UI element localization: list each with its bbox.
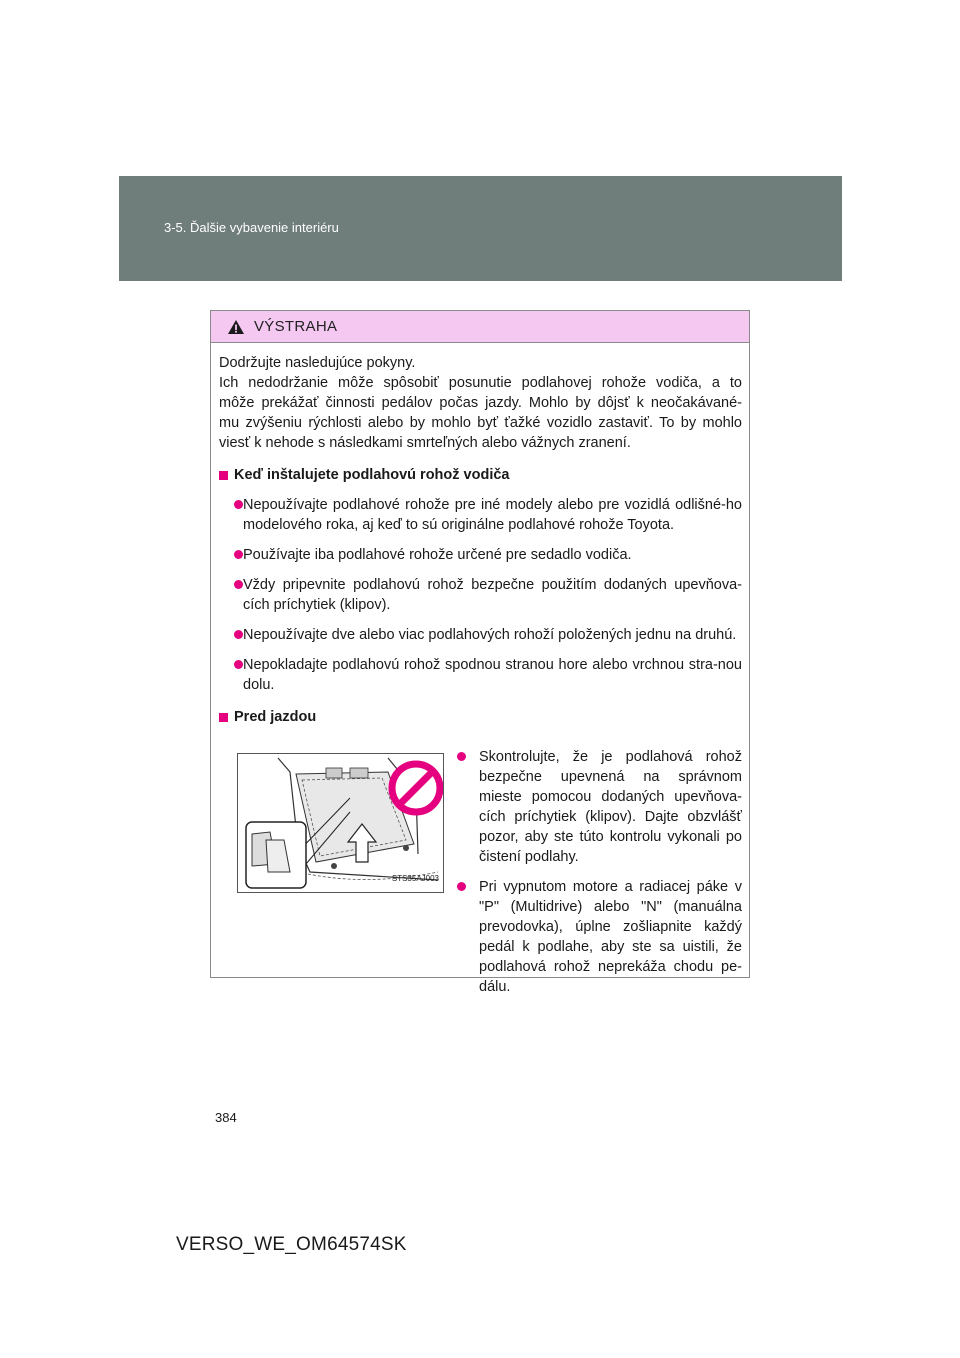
section-header-band: [119, 176, 842, 281]
section-heading-before-driving: [219, 707, 742, 727]
list-item-text: Pri vypnutom motore a radiacej páke v "P" (Multidrive) alebo "N" (manuálna prevodovka), úplne zošliapnite každý pedál k podlahe, aby ste sa uistili, že podlahová rohož neprekáža chodu pe-dálu.: [479, 879, 742, 995]
list-item: [455, 877, 742, 997]
intro-line: Ich nedodržanie môže spôsobiť posunutie podlahovej rohože vodiča, a to: [219, 375, 742, 391]
list-item: [219, 575, 742, 615]
section-heading-installation: [219, 465, 742, 485]
before-driving-content: [219, 735, 742, 997]
list-item: [219, 495, 742, 535]
list-item: [219, 625, 742, 645]
warning-title: VÝSTRAHA: [254, 318, 338, 335]
before-driving-list: [455, 735, 742, 997]
square-bullet-icon: [219, 713, 228, 722]
warning-header: [211, 311, 749, 343]
section-heading-text: Keď inštalujete podlahovú rohož vodiča: [234, 467, 510, 483]
list-item-text: Nepokladajte podlahovú rohož spodnou stranou hore alebo vrchnou stra-nou dolu.: [243, 657, 742, 693]
list-item: [219, 655, 742, 695]
bullet-dot-icon: [234, 550, 243, 559]
warning-triangle-icon: [227, 319, 245, 335]
section-title: 3-5. Ďalšie vybavenie interiéru: [164, 220, 339, 235]
list-item-text: Vždy pripevnite podlahovú rohož bezpečne použitím dodaných upevňova-cích príchytiek (klipov).: [243, 577, 742, 613]
bullet-dot-icon: [457, 882, 466, 891]
floor-mat-illustration: [237, 753, 444, 893]
page-number: 384: [215, 1110, 237, 1125]
intro-line: viesť k nehode s následkami smrteľných alebo vážnych zranení.: [219, 435, 631, 451]
intro-line: mu zvýšeniu rýchlosti alebo by mohlo byť ťažké vozidlo zastaviť. To by mohlo: [219, 415, 742, 431]
bullet-dot-icon: [234, 660, 243, 669]
list-item: [455, 747, 742, 867]
warning-intro: [219, 353, 742, 453]
warning-box: [210, 310, 750, 995]
intro-line: Dodržujte nasledujúce pokyny.: [219, 355, 416, 371]
list-item-text: Nepoužívajte dve alebo viac podlahových rohoží položených jednu na druhú.: [243, 627, 737, 643]
warning-body: [211, 343, 749, 997]
bullet-dot-icon: [234, 630, 243, 639]
section-heading-text: Pred jazdou: [234, 709, 317, 725]
square-bullet-icon: [219, 471, 228, 480]
bullet-dot-icon: [234, 500, 243, 509]
figure-code: STS35AJ003: [391, 874, 439, 883]
list-item-text: Nepoužívajte podlahové rohože pre iné modely alebo pre vozidlá odlišné-ho modelového roka, aj keď to sú originálne podlahové rohože Toyota.: [243, 497, 742, 533]
intro-line: môže prekážať činnosti pedálov počas jazdy. Mohlo by dôjsť k neočakávané-: [219, 395, 742, 411]
list-item-text: Používajte iba podlahové rohože určené pre sedadlo vodiča.: [243, 547, 632, 563]
bullet-dot-icon: [457, 752, 466, 761]
list-item: [219, 545, 742, 565]
document-code: VERSO_WE_OM64574SK: [176, 1234, 407, 1255]
bullet-dot-icon: [234, 580, 243, 589]
list-item-text: Skontrolujte, že je podlahová rohož bezpečne upevnená na správnom mieste pomocou dodaných upevňova-cích príchytiek (klipov). Dajte obzvlášť pozor, aby ste túto kontrolu vykonali po čistení podlahy.: [479, 749, 742, 865]
